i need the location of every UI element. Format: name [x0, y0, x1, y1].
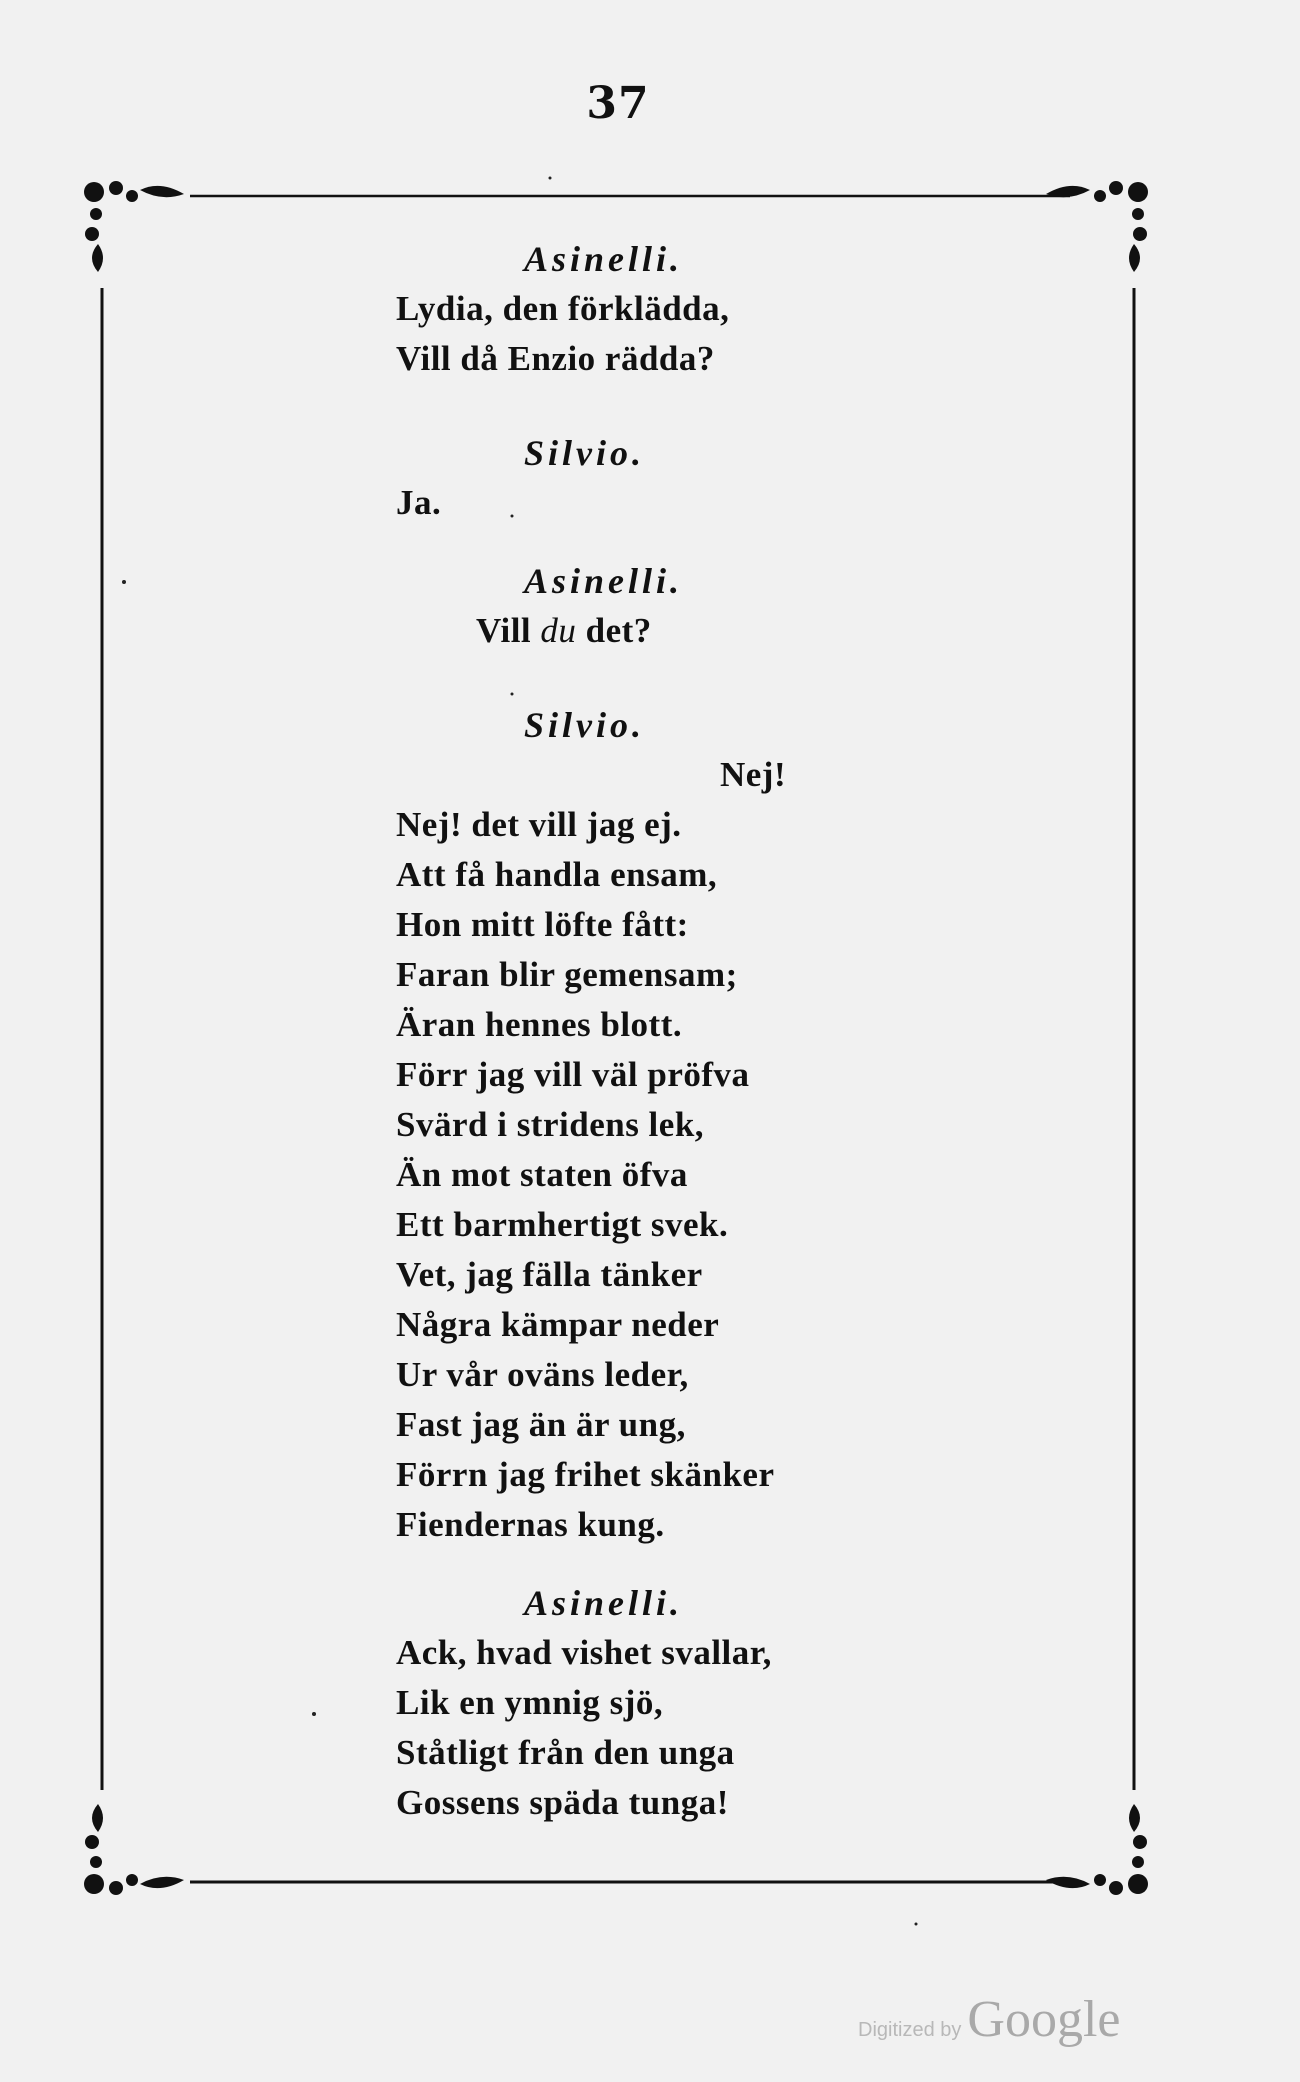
verse-line: Ett barmhertigt svek. — [396, 1205, 729, 1244]
verse-line: Ur vår oväns leder, — [396, 1355, 689, 1394]
verse-line: Vill du det? — [476, 611, 652, 650]
verse-line: Faran blir gemensam; — [396, 955, 738, 994]
digitized-label: Digitized by — [858, 2019, 962, 2041]
verse-line: Lydia, den förklädda, — [396, 289, 730, 328]
verse-line: Några kämpar neder — [396, 1305, 720, 1344]
verse-line: Gossens späda tunga! — [396, 1783, 729, 1822]
verse-line: Svärd i stridens lek, — [396, 1105, 705, 1144]
speaker-name: Silvio. — [524, 705, 646, 745]
verse-line: Ja. — [396, 483, 442, 522]
verse-line: Lik en ymnig sjö, — [396, 1683, 664, 1722]
google-logo: Google — [967, 1991, 1121, 2048]
speaker-name: Silvio. — [524, 433, 646, 473]
verse-line: Att få handla ensam, — [396, 855, 718, 894]
corner-ornament-bottom-left — [84, 1804, 184, 1895]
verse-line: Hon mitt löfte fått: — [396, 905, 689, 944]
verse-line: Ståtligt från den unga — [396, 1733, 735, 1772]
corner-ornament-bottom-right — [1046, 1804, 1148, 1895]
verse-line: Äran hennes blott. — [396, 1005, 683, 1044]
verse-line: Ack, hvad vishet svallar, — [396, 1633, 772, 1672]
digitized-watermark — [858, 1990, 1120, 2049]
speaker-name: Asinelli. — [524, 1583, 684, 1623]
verse-line: Nej! det vill jag ej. — [396, 805, 682, 844]
page-number: 37 — [586, 78, 650, 129]
speaker-name: Asinelli. — [524, 561, 684, 601]
verse-line: Än mot staten öfva — [396, 1155, 688, 1194]
corner-ornament-top-right — [1046, 181, 1148, 272]
verse-line: Vet, jag fälla tänker — [396, 1255, 703, 1294]
verse-line: Vill då Enzio rädda? — [396, 339, 715, 378]
poem-text — [396, 234, 916, 1828]
verse-line: Nej! — [720, 755, 787, 794]
corner-ornament-top-left — [84, 181, 184, 272]
verse-line: Fiendernas kung. — [396, 1505, 665, 1544]
verse-line: Förr jag vill väl pröfva — [396, 1055, 750, 1094]
verse-line: Förrn jag frihet skänker — [396, 1455, 775, 1494]
verse-line: Fast jag än är ung, — [396, 1405, 686, 1444]
speaker-name: Asinelli. — [524, 239, 684, 279]
